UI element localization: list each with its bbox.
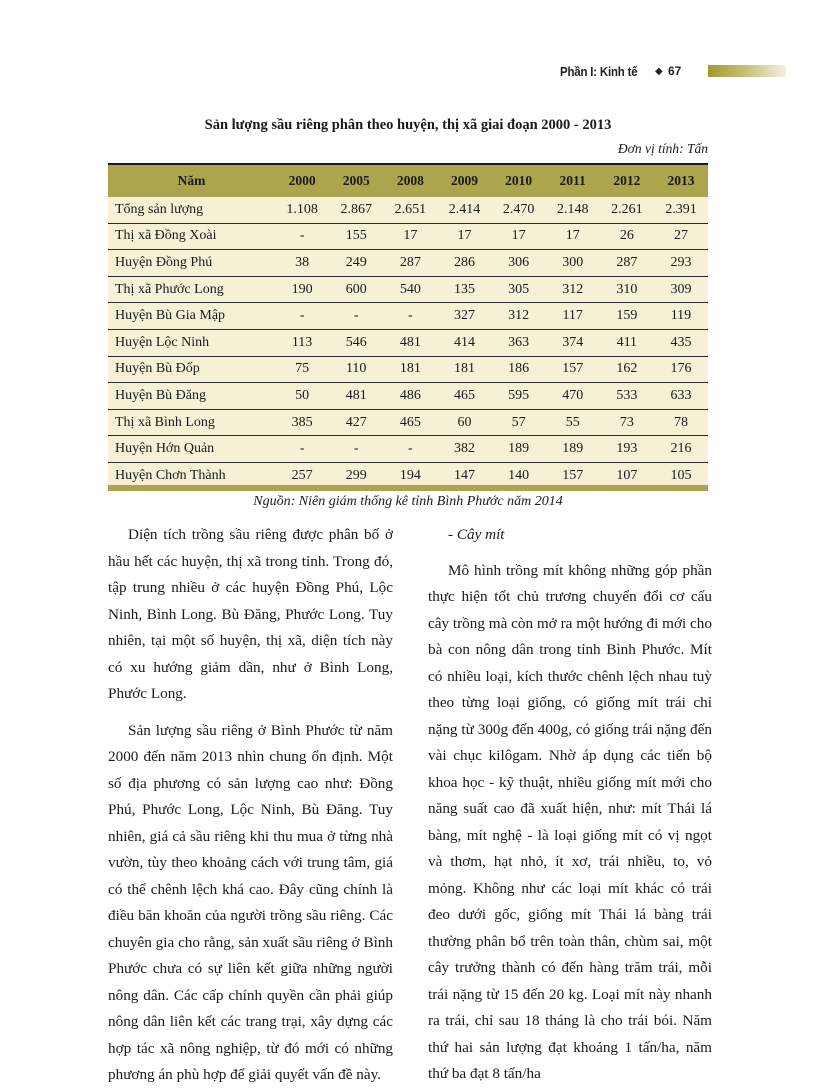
table-body [108, 197, 708, 489]
table-bottom-bar [108, 485, 708, 491]
value-cell: 194 [383, 462, 437, 488]
value-cell: 2.470 [492, 197, 546, 223]
value-cell: 190 [275, 276, 329, 303]
value-cell: 286 [437, 250, 491, 277]
value-cell: 546 [329, 329, 383, 356]
section-title: Phần I: Kinh tế [560, 63, 638, 79]
value-cell: 157 [546, 356, 600, 383]
header-cell: 2005 [329, 164, 383, 197]
value-cell: 470 [546, 383, 600, 410]
value-cell: 189 [546, 436, 600, 463]
value-cell: 110 [329, 356, 383, 383]
value-cell: - [275, 303, 329, 330]
value-cell: 309 [654, 276, 708, 303]
value-cell: 107 [600, 462, 654, 488]
value-cell: 2.414 [437, 197, 491, 223]
value-cell: 595 [492, 383, 546, 410]
row-label: Thị xã Đồng Xoài [108, 223, 275, 250]
value-cell: 312 [546, 276, 600, 303]
value-cell: - [329, 303, 383, 330]
value-cell: - [329, 436, 383, 463]
row-label: Thị xã Bình Long [108, 409, 275, 436]
value-cell: 363 [492, 329, 546, 356]
row-label: Huyện Chơn Thành [108, 462, 275, 488]
table-row [108, 303, 708, 330]
value-cell: 186 [492, 356, 546, 383]
value-cell: 135 [437, 276, 491, 303]
value-cell: 75 [275, 356, 329, 383]
row-label: Huyện Bù Đốp [108, 356, 275, 383]
value-cell: 119 [654, 303, 708, 330]
value-cell: 427 [329, 409, 383, 436]
value-cell: 435 [654, 329, 708, 356]
value-cell: 17 [546, 223, 600, 250]
value-cell: - [383, 436, 437, 463]
value-cell: 540 [383, 276, 437, 303]
value-cell: 249 [329, 250, 383, 277]
value-cell: 600 [329, 276, 383, 303]
value-cell: 147 [437, 462, 491, 488]
value-cell: 181 [383, 356, 437, 383]
table-row [108, 409, 708, 436]
value-cell: 1.108 [275, 197, 329, 223]
paragraph: Sản lượng sầu riêng ở Bình Phước từ năm 2000 đến năm 2013 nhìn chung ổn định. Một số địa phương có sản lượng cao như: Đồng Phú, Phước Long, Lộc Ninh, Bù Đăng. Tuy nhiên, giá cả sầu riêng khi thu mua ở từng nhà vườn, tùy theo khoảng cách với trung tâm, giá có thể chênh lệch khá cao. Đây cũng chính là điều băn khoăn của người trồng sầu riêng. Các chuyên gia cho rằng, sản xuất sầu riêng ở Bình Phước chưa có sự liên kết giữa những người nông dân. Các cấp chính quyền cần phải giúp nông dân liên kết các trang trại, xây dựng các hợp tác xã nông nghiệp, từ đó mới có những phương án phù hợp để giải quyết vấn đề này. [108, 721, 393, 1083]
value-cell: 193 [600, 436, 654, 463]
subheading-jackfruit: - Cây mít [448, 526, 505, 543]
value-cell: 27 [654, 223, 708, 250]
page-number: 67 [668, 64, 682, 78]
right-column [428, 522, 712, 1088]
header-cell: Năm [108, 164, 275, 197]
value-cell: 293 [654, 250, 708, 277]
row-label: Huyện Hớn Quản [108, 436, 275, 463]
value-cell: 162 [600, 356, 654, 383]
value-cell: 374 [546, 329, 600, 356]
value-cell: - [275, 223, 329, 250]
value-cell: 382 [437, 436, 491, 463]
value-cell: 17 [383, 223, 437, 250]
table-row [108, 223, 708, 250]
table-row [108, 436, 708, 463]
table-unit: Đơn vị tính: Tấn [617, 141, 708, 156]
value-cell: 2.261 [600, 197, 654, 223]
value-cell: 57 [492, 409, 546, 436]
value-cell: 2.391 [654, 197, 708, 223]
row-label: Tổng sản lượng [108, 197, 275, 223]
value-cell: 176 [654, 356, 708, 383]
header-cell: 2010 [492, 164, 546, 197]
value-cell: 55 [546, 409, 600, 436]
value-cell: 157 [546, 462, 600, 488]
value-cell: - [383, 303, 437, 330]
value-cell: 287 [383, 250, 437, 277]
value-cell: 17 [437, 223, 491, 250]
row-label: Huyện Đồng Phú [108, 250, 275, 277]
table-header-row [108, 164, 708, 197]
header-cell: 2009 [437, 164, 491, 197]
table-row [108, 383, 708, 410]
paragraph: Diện tích trồng sầu riêng được phân bố ở hầu hết các huyện, thị xã trong tỉnh. Trong đó, tập trung nhiều ở các huyện Đồng Phú, Lộc Ninh, Bình Long. Bù Đăng, Phước Long. Tuy nhiên, tại một số huyện, thị xã, diện tích này có xu hướng giảm dần, như ở Bình Long, Phước Long. [108, 526, 393, 702]
value-cell: 310 [600, 276, 654, 303]
header-cell: 2000 [275, 164, 329, 197]
value-cell: 306 [492, 250, 546, 277]
value-cell: 189 [492, 436, 546, 463]
value-cell: 481 [383, 329, 437, 356]
value-cell: 481 [329, 383, 383, 410]
table-row [108, 329, 708, 356]
production-table [108, 163, 708, 489]
value-cell: 327 [437, 303, 491, 330]
value-cell: 299 [329, 462, 383, 488]
value-cell: - [275, 436, 329, 463]
value-cell: 411 [600, 329, 654, 356]
diamond-icon: ◆ [655, 65, 663, 77]
row-label: Huyện Bù Gia Mập [108, 303, 275, 330]
decorative-gradient-bar [708, 65, 786, 77]
value-cell: 181 [437, 356, 491, 383]
value-cell: 50 [275, 383, 329, 410]
running-head [560, 62, 682, 80]
header-cell: 2008 [383, 164, 437, 197]
value-cell: 486 [383, 383, 437, 410]
value-cell: 533 [600, 383, 654, 410]
value-cell: 105 [654, 462, 708, 488]
value-cell: 305 [492, 276, 546, 303]
value-cell: 2.867 [329, 197, 383, 223]
paragraph: Mô hình trồng mít không những góp phần thực hiện tốt chủ trương chuyển đổi cơ cấu cây trồng mà còn mở ra một hướng đi mới cho bà con nông dân trong tỉnh Bình Phước. Mít có nhiều loại, kích thước chênh lệch nhau tuỳ theo từng loại giống, có giống mít trái chỉ nặng từ 300g đến 400g, có giống trái nặng đến vài chục kilôgam. Nhờ áp dụng các tiến bộ khoa học - kỹ thuật, nhiều giống mít mới cho năng suất cao đã xuất hiện, như: mít Thái lá bàng, mít nghệ - là loại giống mít có vị ngọt và thơm, hạt nhỏ, ít xơ, trái nhiều, to, vỏ mỏng. Không như các loại mít khác có trái đeo dưới gốc, giống mít Thái lá bàng trái thường phân bổ trên toàn thân, chùm sai, một cây trưởng thành có đến hàng trăm trái, mỗi trái nặng từ 15 đến 20 kg. Loại mít này nhanh ra trái, chỉ sau 18 tháng là cho trái bói. Năm thứ hai sản lượng đạt khoảng 1 tấn/ha, năm thứ ba đạt 8 tấn/ha [428, 561, 712, 1082]
value-cell: 2.148 [546, 197, 600, 223]
value-cell: 17 [492, 223, 546, 250]
header-cell: 2012 [600, 164, 654, 197]
table-source: Nguồn: Niên giám thống kê tỉnh Bình Phước năm 2014 [253, 494, 563, 509]
value-cell: 287 [600, 250, 654, 277]
value-cell: 159 [600, 303, 654, 330]
table-row [108, 250, 708, 277]
value-cell: 2.651 [383, 197, 437, 223]
value-cell: 300 [546, 250, 600, 277]
value-cell: 38 [275, 250, 329, 277]
header-cell: 2013 [654, 164, 708, 197]
row-label: Huyện Lộc Ninh [108, 329, 275, 356]
value-cell: 60 [437, 409, 491, 436]
table-title: Sản lượng sầu riêng phân theo huyện, thị xã giai đoạn 2000 - 2013 [204, 117, 612, 133]
row-label: Thị xã Phước Long [108, 276, 275, 303]
row-label: Huyện Bù Đăng [108, 383, 275, 410]
value-cell: 465 [437, 383, 491, 410]
table-row [108, 356, 708, 383]
value-cell: 26 [600, 223, 654, 250]
value-cell: 414 [437, 329, 491, 356]
value-cell: 140 [492, 462, 546, 488]
table-row [108, 276, 708, 303]
value-cell: 312 [492, 303, 546, 330]
value-cell: 257 [275, 462, 329, 488]
value-cell: 385 [275, 409, 329, 436]
header-cell: 2011 [546, 164, 600, 197]
table-row [108, 197, 708, 223]
value-cell: 113 [275, 329, 329, 356]
value-cell: 633 [654, 383, 708, 410]
value-cell: 78 [654, 409, 708, 436]
value-cell: 73 [600, 409, 654, 436]
value-cell: 216 [654, 436, 708, 463]
value-cell: 465 [383, 409, 437, 436]
value-cell: 155 [329, 223, 383, 250]
left-column [108, 522, 393, 1089]
value-cell: 117 [546, 303, 600, 330]
